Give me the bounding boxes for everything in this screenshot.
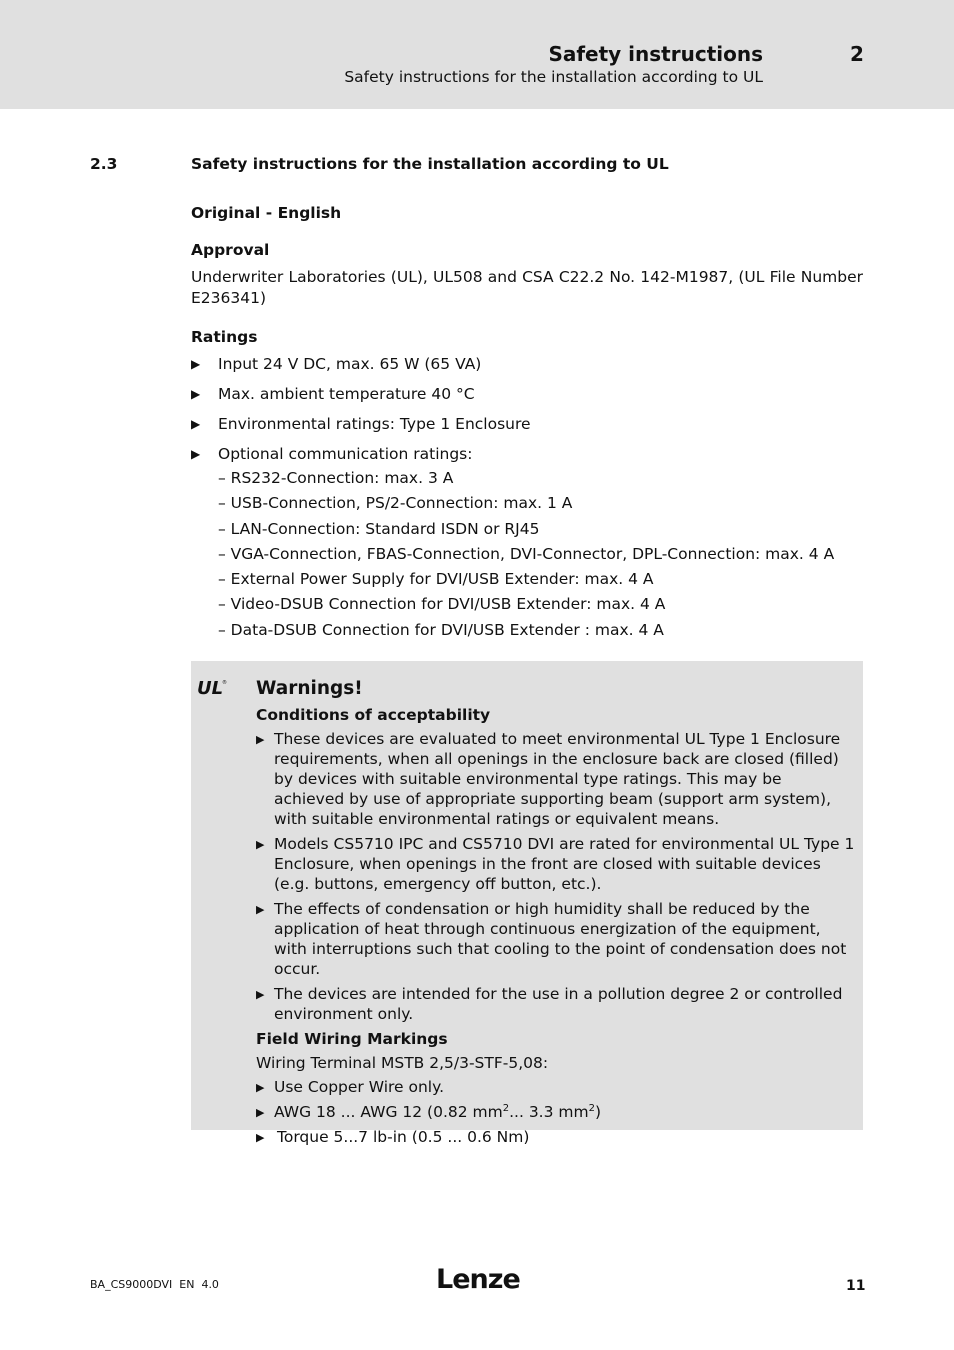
bullet-triangle-icon: ▶ (191, 447, 201, 461)
bullet-triangle-icon: ▶ (256, 1081, 265, 1094)
list-item: – Video-DSUB Connection for DVI/USB Extender: max. 4 A (218, 595, 666, 614)
header-section-subtitle: Safety instructions for the installation according to UL (344, 68, 763, 86)
list-item: ▶ Input 24 V DC, max. 65 W (65 VA) (191, 355, 482, 373)
list-item: ▶ Use Copper Wire only. (256, 1078, 444, 1096)
bullet-triangle-icon: ▶ (191, 417, 201, 431)
warning-box (191, 661, 863, 1146)
bullet-triangle-icon: ▶ (256, 1131, 265, 1144)
list-item: – RS232-Connection: max. 3 A (218, 469, 454, 487)
field-wiring-heading: Field Wiring Markings (256, 1030, 448, 1048)
bullet-triangle-icon: ▶ (191, 357, 201, 371)
bullet-triangle-icon: ▶ (256, 838, 265, 851)
list-item: ▶ AWG 18 ... AWG 12 (0.82 $mm^2$... 3.3 $mm^2$) (256, 1103, 602, 1121)
bullet-triangle-icon: ▶ (191, 387, 201, 401)
list-item: ▶ These devices are evaluated to meet environmental UL Type 1 Enclosure requirements, when all openings in the enclosure back are closed (filled) by devices with suitable environmental type ratings. This may be achieved by use of appropriate supporting beam (support arm system), with suitable environmental ratings or equivalent means. (256, 730, 841, 828)
communication-ratings-sublist (218, 468, 863, 641)
approval-heading: Approval (191, 241, 270, 259)
ratings-list (191, 354, 863, 641)
page-number: 11 (846, 1278, 866, 1294)
list-item: – Data-DSUB Connection for DVI/USB Extender : max. 4 A (218, 620, 664, 639)
warning-body (256, 677, 856, 1152)
list-item: ▶ The devices are intended for the use in a pollution degree 2 or controlled environment only. (256, 985, 843, 1023)
header-chapter-title: Safety instructions (548, 42, 763, 66)
list-item: ▶ Optional communication ratings: – RS232-Connection: max. 3 A – USB-Connection, PS/2-Connection: max. 1 A – LAN-Connection: Standard ISDN or RJ45 – VGA-Connection, FBAS-Connection, DVI-Connector, DPL-Connection: max. 4 A – External Power Supply for DVI/USB Extender: max. 4 A – Video-DSUB Connection for DVI/USB Extender: max. 4 A – Data-DSUB Connection for DVI/USB Extender : max. 4 A (191, 444, 863, 641)
list-item: ▶ Models CS5710 IPC and CS5710 DVI are rated for environmental UL Type 1 Enclosure, when openings in the front are closed with suitable devices (e.g. buttons, emergency off button, etc.). (256, 835, 855, 893)
lenze-logo: Lenze (436, 1264, 520, 1295)
list-item: ▶ Environmental ratings: Type 1 Enclosure (191, 415, 531, 433)
header-chapter-number: 2 (850, 42, 864, 66)
list-item: – VGA-Connection, FBAS-Connection, DVI-Connector, DPL-Connection: max. 4 A (218, 544, 835, 563)
list-item: ▶ The effects of condensation or high humidity shall be reduced by the application of heat through continuous energization of the equipment, with interruptions such that cooling to the point of condensation does not occur. (256, 900, 847, 978)
section-title: Safety instructions for the installation according to UL (191, 155, 669, 173)
section-number: 2.3 (90, 155, 118, 173)
page-header (0, 0, 954, 109)
list-item: ▶ Torque 5...7 lb-in (0.5 ... 0.6 Nm) (256, 1128, 530, 1146)
conditions-list (256, 729, 856, 1024)
ul-listing-mark-icon (197, 677, 227, 699)
conditions-heading: Conditions of acceptability (256, 706, 491, 724)
bullet-triangle-icon: ▶ (256, 988, 265, 1001)
list-item: – External Power Supply for DVI/USB Extender: max. 4 A (218, 570, 654, 589)
footer-document-id: BA_CS9000DVI EN 4.0 (90, 1278, 219, 1291)
warning-title: Warnings! (256, 678, 363, 699)
svg-text:UL: UL (197, 678, 224, 699)
bullet-triangle-icon: ▶ (256, 1106, 265, 1119)
bullet-triangle-icon: ▶ (256, 733, 265, 746)
original-language-label: Original - English (191, 204, 342, 222)
ratings-heading: Ratings (191, 328, 258, 346)
main-content (191, 203, 863, 650)
svg-text:®: ® (222, 680, 227, 686)
wiring-terminal-text: Wiring Terminal MSTB 2,5/3-STF-5,08: (256, 1054, 549, 1072)
wiring-list (256, 1077, 856, 1147)
bullet-triangle-icon: ▶ (256, 903, 265, 916)
list-item: – LAN-Connection: Standard ISDN or RJ45 (218, 519, 540, 538)
list-item: ▶ Max. ambient temperature 40 °C (191, 385, 475, 403)
list-item: – USB-Connection, PS/2-Connection: max. 1 A (218, 494, 573, 513)
approval-text: Underwriter Laboratories (UL), UL508 and CSA C22.2 No. 142-M1987, (UL File Number E236341) (191, 268, 863, 307)
